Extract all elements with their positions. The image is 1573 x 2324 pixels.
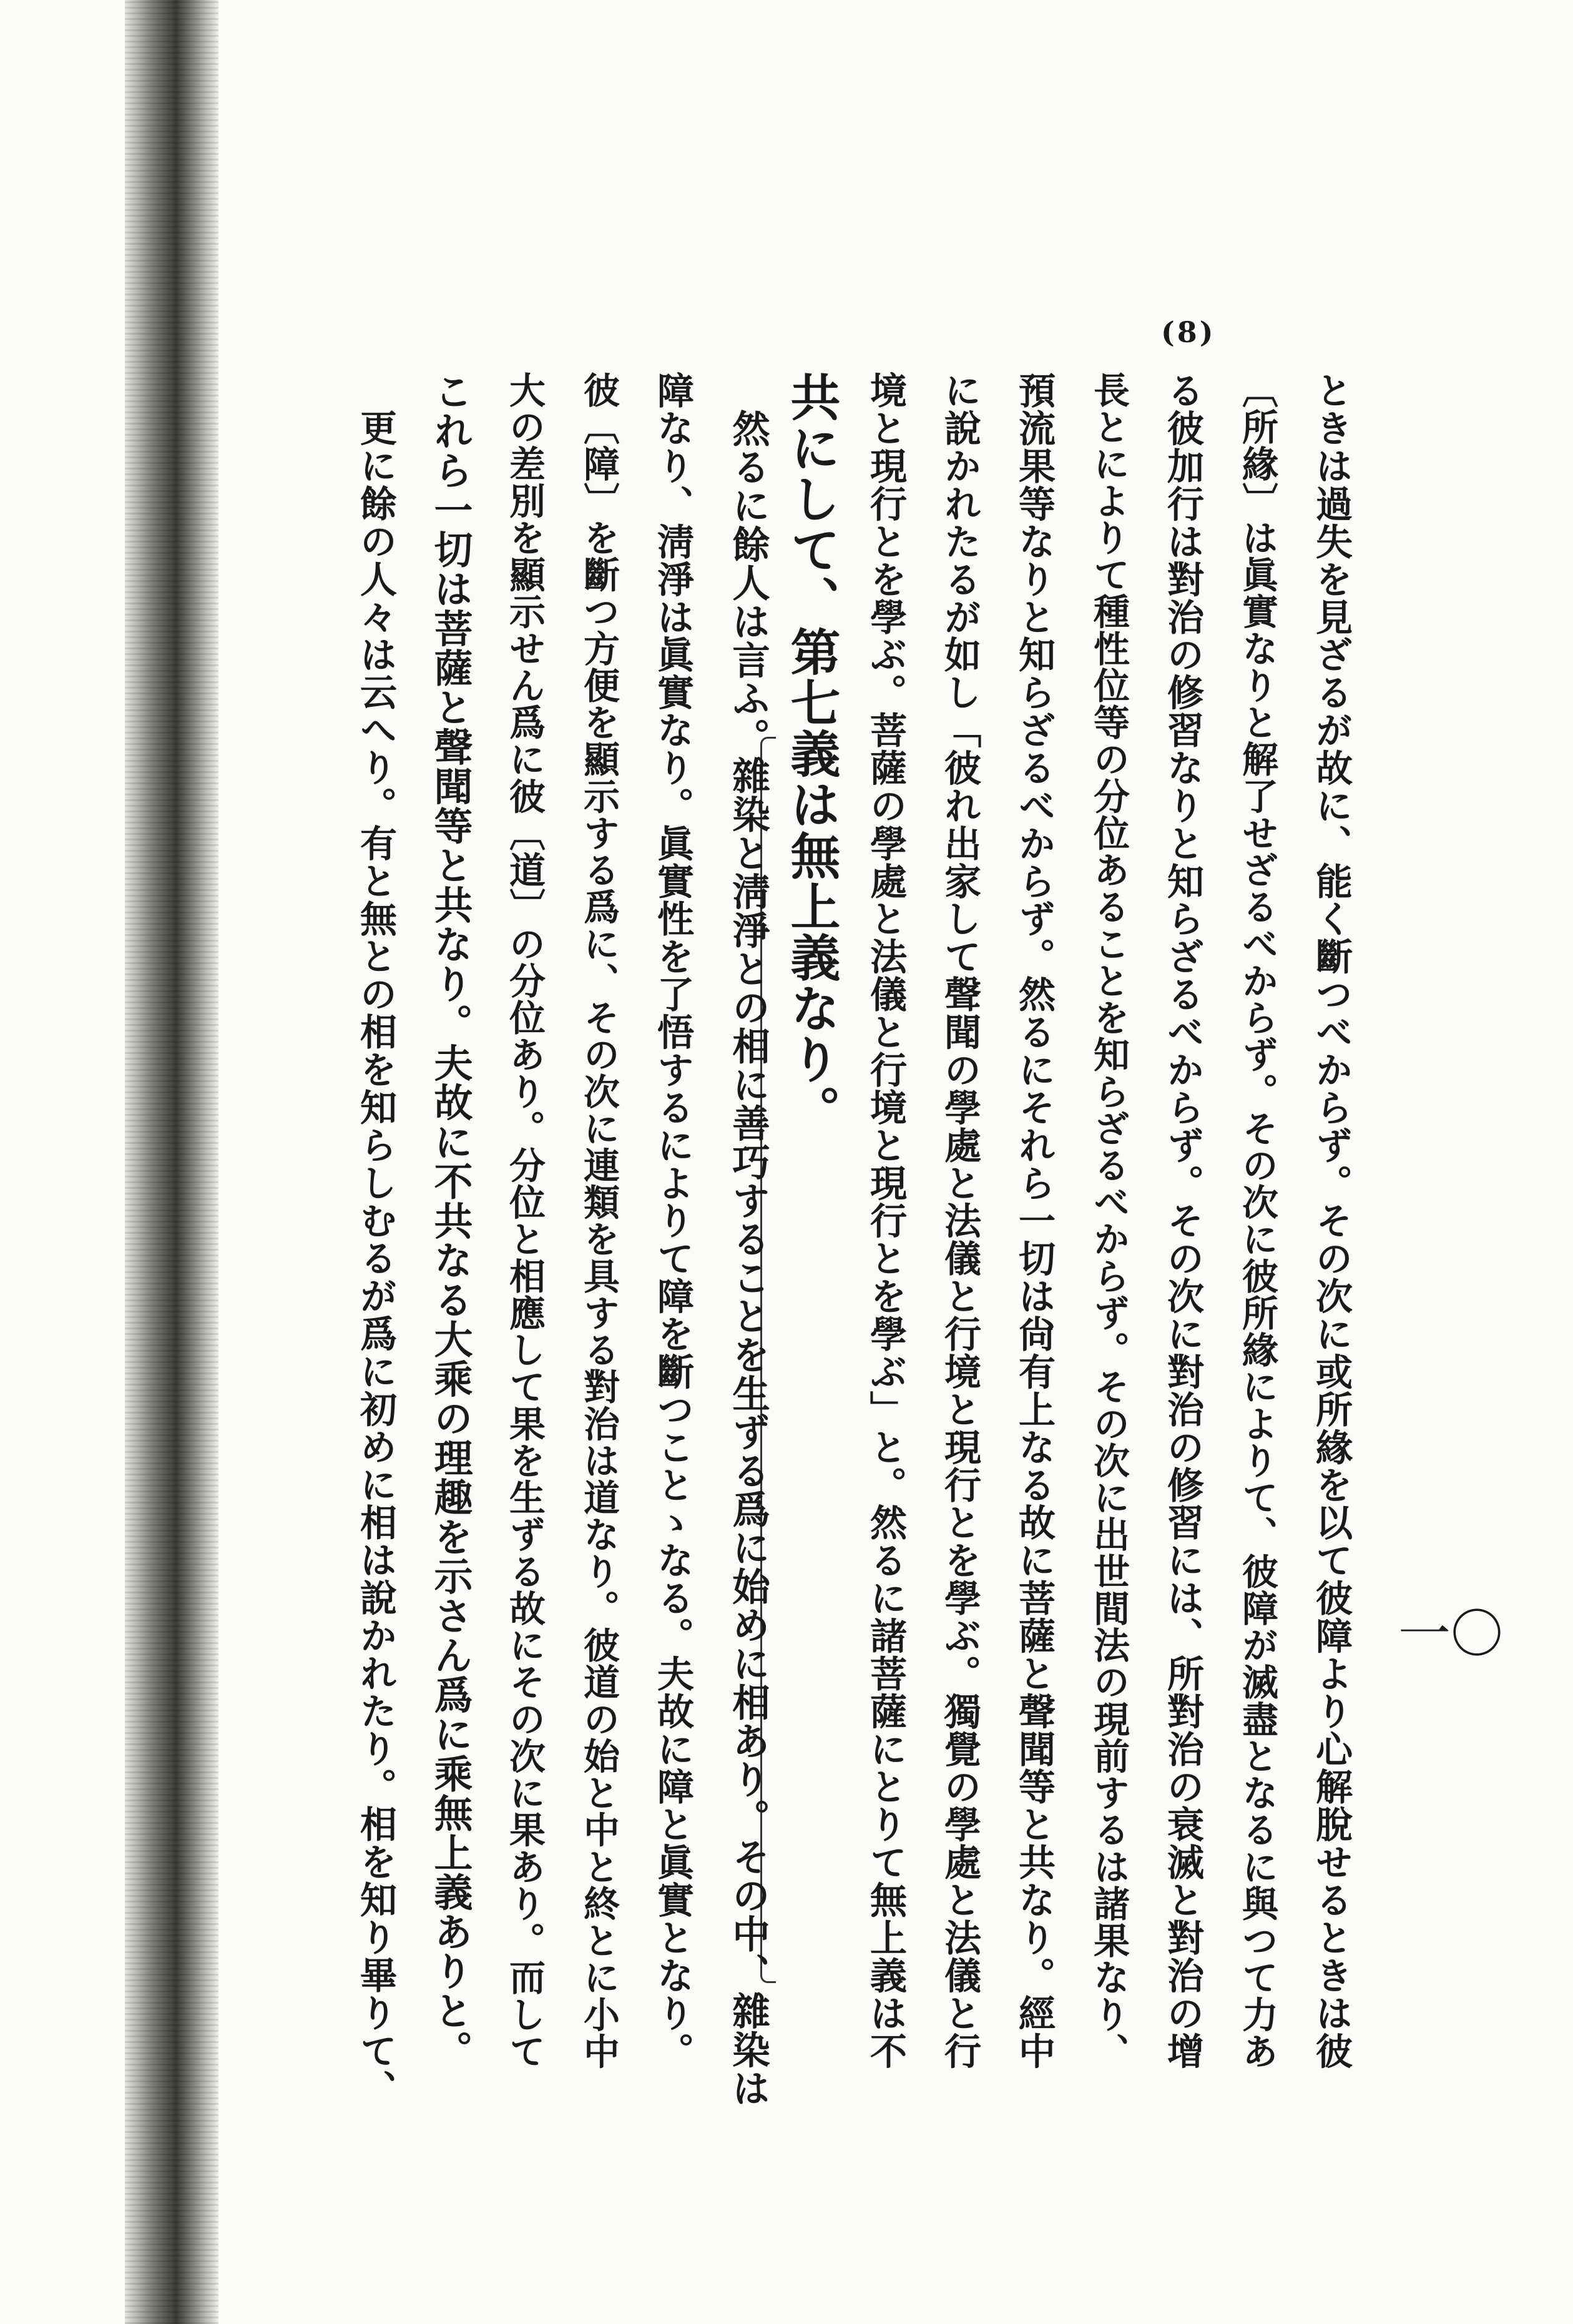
page-number: (8) <box>1161 315 1216 349</box>
folio-number: 一〇 <box>1398 1603 1504 1665</box>
text-column-10: 障なり、淸淨は眞實なり。眞實性を了悟するによりて障を斷つことゝなる。夫故に障と眞實となり。 <box>651 372 695 2070</box>
text-column-9: 然るに餘人は言ふ。雜染と淸淨との相に善巧することを生ずる爲に始めに相あり。その中、雜染は <box>726 409 770 2108</box>
text-column-1: ときは過失を見ざるが故に、能く斷つべからず。その次に或所緣を以て彼障より心解脫せるときは彼 <box>1310 372 1353 2070</box>
text-column-13: これら一切は菩薩と聲聞等と共なり。夫故に不共なる大乘の理趣を示さん爲に乘無上義ありと。 <box>428 372 473 2070</box>
text-column-14: 更に餘の人々は云へり。有と無との相を知らしむるが爲に初めに相は說かれたり。相を知り畢りて、 <box>354 409 398 2107</box>
text-column-3: る彼加行は對治の修習なりと知らざるべからず。その次に對治の修習には、所對治の衰滅と對治の增 <box>1161 372 1205 2070</box>
text-column-12: 大の差別を顯示せん爲に彼〔道〕の分位あり。分位と相應して果を生ずる故にその次に果あり。而して <box>503 372 546 2070</box>
text-column-4: 長とによりて種性位等の分位あることを知らざるべからず。その次に出世間法の現前するは諸果なり、 <box>1087 372 1130 2070</box>
text-column-2: 〔所緣〕は眞實なりと解了せざるべからず。その次に彼所緣によりて、彼障が滅盡となるに與つて力あ <box>1236 372 1278 2070</box>
binding-gutter-shadow <box>125 0 218 2324</box>
text-column-5: 預流果等なりと知らざるべからず。然るにそれら一切は尙有上なる故に菩薩と聲聞等と共なり。經中 <box>1012 372 1056 2070</box>
text-column-7: 境と現行とを學ぶ。菩薩の學處と法儀と行境と現行とを學ぶ」と。然るに諸菩薩にとりて無上義は不 <box>864 372 908 2070</box>
text-column-11: 彼〔障〕を斷つ方便を顯示する爲に、その次に連類を具する對治は道なり。彼道の始と中と終とに小中 <box>577 372 620 2070</box>
text-column-8: 共にして、第七義は無上義なり。 <box>782 372 841 1136</box>
text-column-6: に說かれたるが如し「彼れ出家して聲聞の學處と法儀と行境と現行とを學ぶ。獨覺の學處と法儀と行 <box>938 372 982 2070</box>
